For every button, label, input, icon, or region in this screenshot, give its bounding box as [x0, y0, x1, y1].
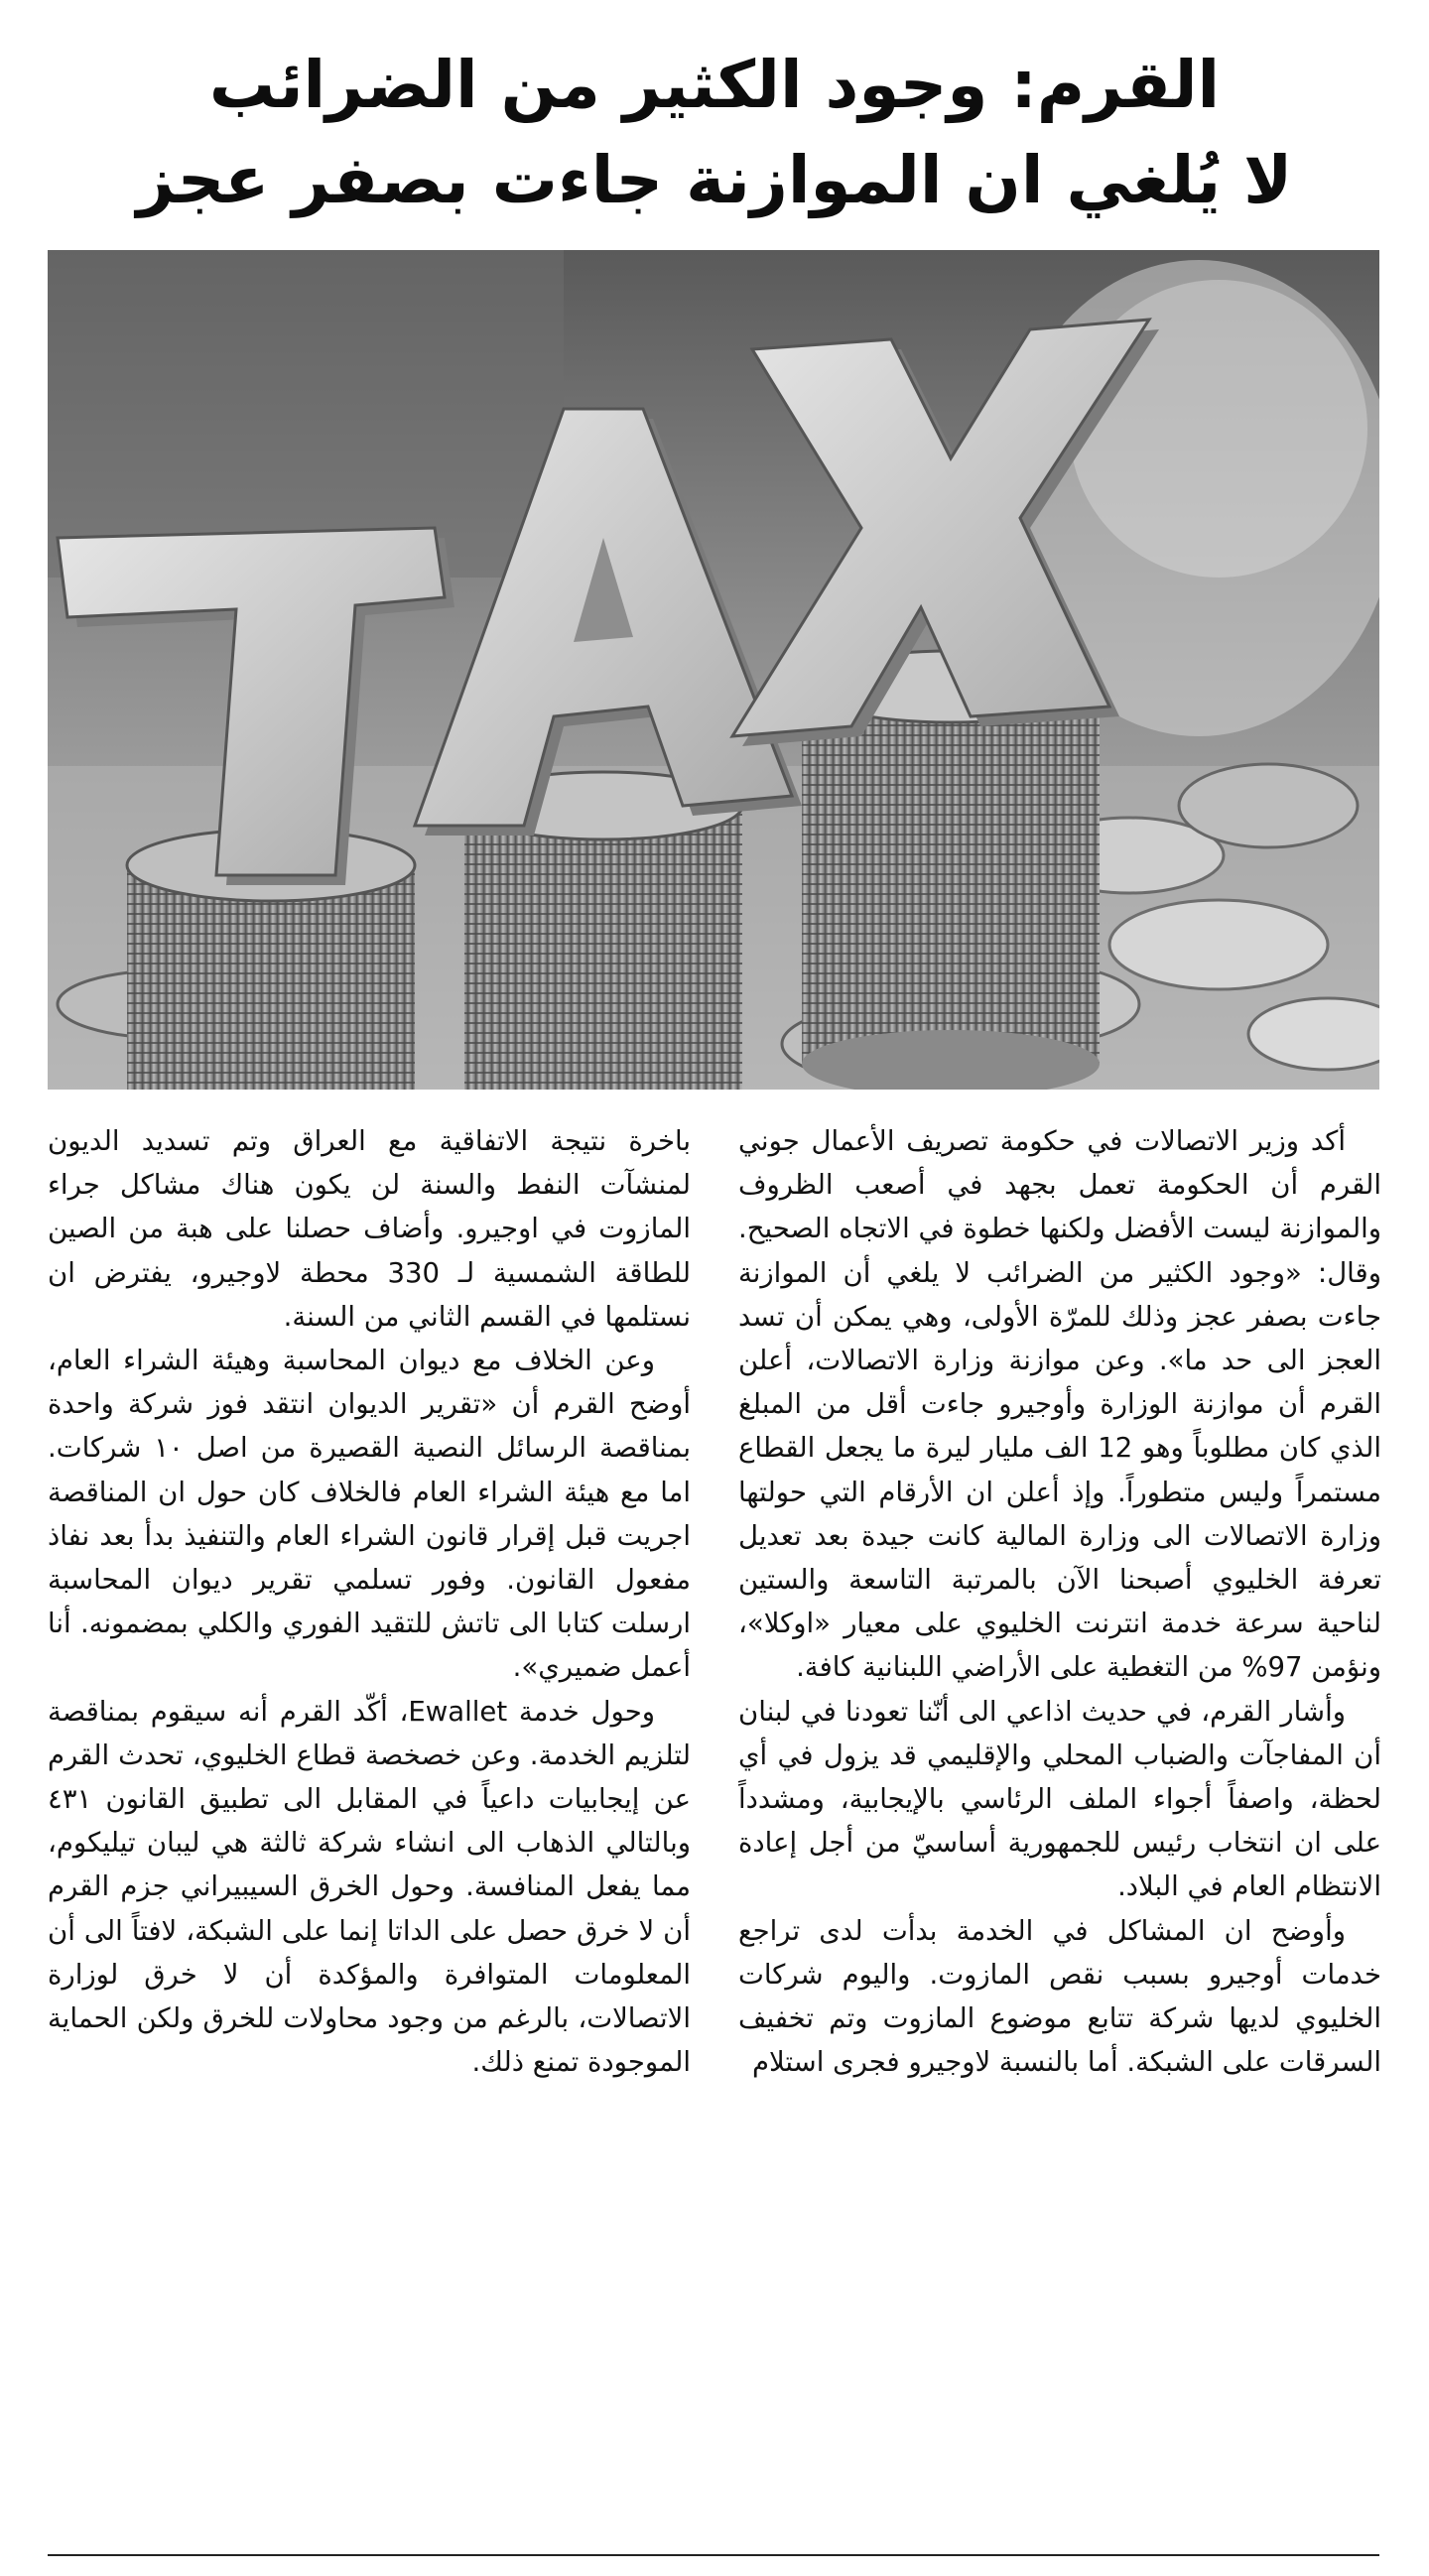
- paragraph: وأوضح ان المشاكل في الخدمة بدأت لدى تراجع خدمات أوجيرو بسبب نقص المازوت. واليوم شركات الخليوي لديها شركة تتابع موضوع المازوت وتم تخفيف السرقات على الشبكة. أما بالنسبة لاوجيرو فجرى استلام: [738, 1914, 1381, 2079]
- article-headline: [60, 38, 1369, 228]
- headline-line-2: لا يُلغي ان الموازنة جاءت بصفر عجز: [136, 142, 1293, 218]
- bottom-divider: [48, 2554, 1379, 2556]
- tax-photo-illustration: [48, 250, 1379, 1090]
- paragraph: باخرة نتيجة الاتفاقية مع العراق وتم تسديد الديون لمنشآت النفط والسنة لن يكون هناك مشاكل جراء المازوت في اوجيرو. وأضاف حصلنا على هبة من الصين للطاقة الشمسية لـ 330 محطة لاوجيرو، يفترض ان نستلمها في القسم الثاني من السنة.: [48, 1125, 691, 1333]
- paragraph: وأشار القرم، في حديث اذاعي الى أنّنا تعودنا في لبنان أن المفاجآت والضباب المحلي والإقليمي قد يزول في أي لحظة، واصفاً أجواء الملف الرئاسي بالإيجابية، ومشدداً على ان انتخاب رئيس للجمهورية أساسيّ من أجل إعادة الانتظام العام في البلاد.: [738, 1695, 1381, 1903]
- headline-line-1: القرم: وجود الكثير من الضرائب: [208, 47, 1221, 123]
- paragraph: وحول خدمة Ewallet، أكّد القرم أنه سيقوم بمناقصة لتلزيم الخدمة. وعن خصخصة قطاع الخليوي، تحدث القرم عن إيجابيات داعياً في المقابل الى تطبيق القانون ٤٣١ وبالتالي الذهاب الى انشاء شركة ثالثة هي ليبان تيليكوم، مما يفعل المنافسة. وحول الخرق السيبيراني جزم القرم أن لا خرق حصل على الداتا إنما على الشبكة، لافتاً الى أن المعلومات المتوافرة والمؤكدة أن لا خرق لوزارة الاتصالات، بالرغم من وجود محاولات للخرق ولكن الحماية الموجودة تمنع ذلك.: [48, 1695, 691, 2079]
- article-column-right: [738, 1119, 1381, 2084]
- background-blur-block: [48, 250, 564, 578]
- article-column-left: [48, 1119, 691, 2084]
- article-photo: [48, 250, 1379, 1090]
- paragraph: وعن الخلاف مع ديوان المحاسبة وهيئة الشراء العام، أوضح القرم أن «تقرير الديوان انتقد فوز شركة واحدة بمناقصة الرسائل النصية القصيرة من اصل ١٠ شركات. اما مع هيئة الشراء العام فالخلاف كان حول ان المناقصة اجريت قبل إقرار قانون الشراء العام والتنفيذ بدأ بعد نفاذ مفعول القانون. وفور تسلمي تقرير ديوان المحاسبة ارسلت كتابا الى تاتش للتقيد الفوري والكلي بمضمونه. أنا أعمل ضميري».: [48, 1345, 691, 1684]
- paragraph: أكد وزير الاتصالات في حكومة تصريف الأعمال جوني القرم أن الحكومة تعمل بجهد في أصعب الظروف والموازنة ليست الأفضل ولكنها خطوة في الاتجاه الصحيح. وقال: «وجود الكثير من الضرائب لا يلغي أن الموازنة جاءت بصفر عجز وذلك للمرّة الأولى، وهي يمكن أن تسد العجز الى حد ما». وعن موازنة وزارة الاتصالات، أعلن القرم أن موازنة الوزارة وأوجيرو جاءت أقل من المبلغ الذي كان مطلوباً وهو 12 الف مليار ليرة ما يجعل القطاع مستمراً وليس متطوراً. وإذ أعلن ان الأرقام التي حولتها وزارة الاتصالات الى وزارة المالية كانت جيدة بعد تعديل تعرفة الخليوي أصبحنا الآن بالمرتبة التاسعة والستين لناحية سرعة خدمة انترنت الخليوي على معيار «اوكلا»، ونؤمن 97% من التغطية على الأراضي اللبنانية كافة.: [738, 1125, 1382, 1684]
